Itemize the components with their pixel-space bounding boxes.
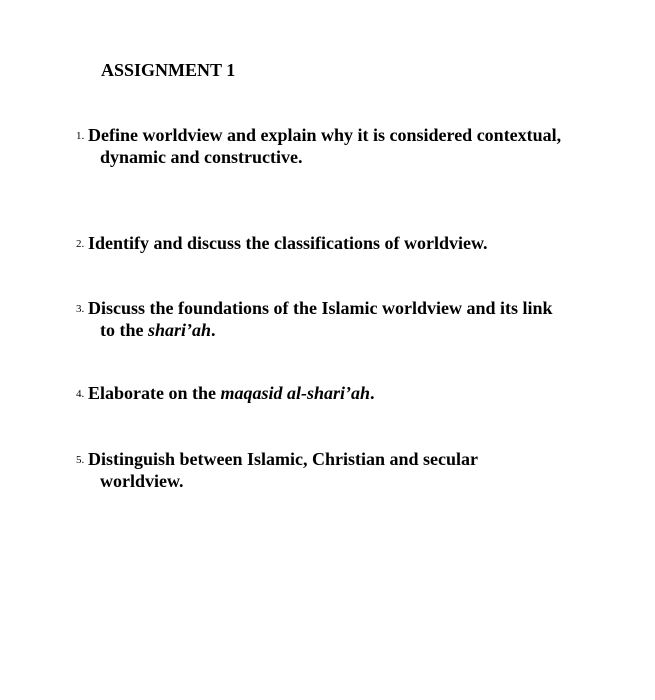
question-text-line: worldview. xyxy=(100,471,184,491)
question-number: 4. xyxy=(76,388,85,400)
text-segment: Elaborate on the xyxy=(88,383,221,403)
question-text-line: dynamic and constructive. xyxy=(100,147,303,167)
question-5 xyxy=(76,448,596,492)
question-number: 1. xyxy=(76,130,85,142)
question-number: 5. xyxy=(76,454,85,466)
text-segment: . xyxy=(370,383,375,403)
assignment-title: ASSIGNMENT 1 xyxy=(101,60,236,80)
question-text-line: Distinguish between Islamic, Christian and secular xyxy=(88,449,479,469)
question-3 xyxy=(76,297,596,341)
text-segment: to the xyxy=(100,320,148,340)
question-1 xyxy=(76,124,596,168)
question-text-line xyxy=(76,382,596,404)
question-text-line xyxy=(76,319,596,341)
question-text-line: Discuss the foundations of the Islamic worldview and its link xyxy=(88,298,553,318)
question-text-line: Identify and discuss the classifications of worldview. xyxy=(88,233,488,253)
question-2 xyxy=(76,232,596,254)
italic-term: maqasid al-shari’ah xyxy=(220,383,371,403)
text-segment: . xyxy=(211,320,216,340)
question-4 xyxy=(76,382,596,404)
italic-term: shari’ah xyxy=(148,320,212,340)
question-number: 3. xyxy=(76,303,85,315)
question-text-line: Define worldview and explain why it is considered contextual, xyxy=(88,125,562,145)
question-number: 2. xyxy=(76,238,85,250)
